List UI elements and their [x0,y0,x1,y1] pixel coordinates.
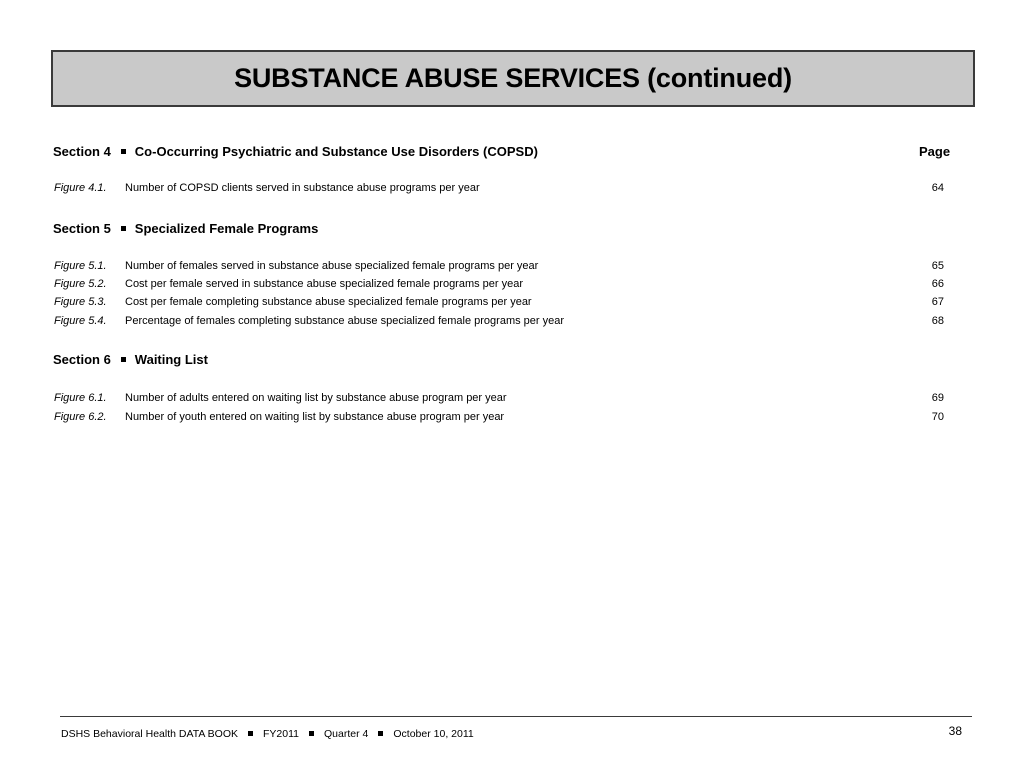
bullet-icon [121,226,126,231]
figure-label: Figure 5.2. [54,278,107,290]
figure-title: Number of COPSD clients served in substance abuse programs per year [125,182,480,194]
footer-quarter: Quarter 4 [324,728,369,740]
figure-title: Number of youth entered on waiting list by substance abuse program per year [125,411,505,423]
footer [61,728,474,740]
section-number: Section 4 [53,144,111,159]
figure-title: Number of adults entered on waiting list by substance abuse program per year [125,392,507,404]
bullet-icon [378,731,383,736]
section-6-heading [53,352,208,367]
figure-page: 69 [931,392,944,404]
figure-label: Figure 4.1. [54,182,107,194]
footer-divider [60,716,972,717]
figure-page: 65 [931,260,944,272]
bullet-icon [309,731,314,736]
figure-label: Figure 6.2. [54,411,107,423]
figure-label: Figure 5.3. [54,296,107,308]
figure-label: Figure 6.1. [54,392,107,404]
figure-title: Cost per female completing substance abuse specialized female programs per year [125,296,532,308]
page-column-label: Page [919,144,951,159]
figure-title: Number of females served in substance abuse specialized female programs per year [125,260,539,272]
figure-label: Figure 5.1. [54,260,107,272]
section-number: Section 6 [53,352,111,367]
title-banner [51,50,975,107]
section-title: Co-Occurring Psychiatric and Substance Use Disorders (COPSD) [134,144,538,159]
bullet-icon [248,731,253,736]
section-title: Waiting List [134,352,208,367]
bullet-icon [121,149,126,154]
section-5-heading [53,221,318,236]
section-number: Section 5 [53,221,111,236]
figure-page: 70 [931,411,944,423]
section-title: Specialized Female Programs [134,221,319,236]
figure-page: 66 [931,278,944,290]
page-title: SUBSTANCE ABUSE SERVICES (continued) [234,63,792,93]
figure-label: Figure 5.4. [54,315,107,327]
page-number: 38 [948,724,962,738]
footer-publication: DSHS Behavioral Health DATA BOOK [61,728,239,740]
figure-page: 67 [931,296,944,308]
bullet-icon [121,357,126,362]
section-4-heading [53,144,538,159]
figure-page: 64 [931,182,944,194]
figure-title: Percentage of females completing substance abuse specialized female programs per year [125,315,565,327]
footer-fiscal-year: FY2011 [263,728,300,740]
figure-page: 68 [931,315,944,327]
footer-date: October 10, 2011 [393,728,474,740]
figure-title: Cost per female served in substance abuse specialized female programs per year [125,278,524,290]
